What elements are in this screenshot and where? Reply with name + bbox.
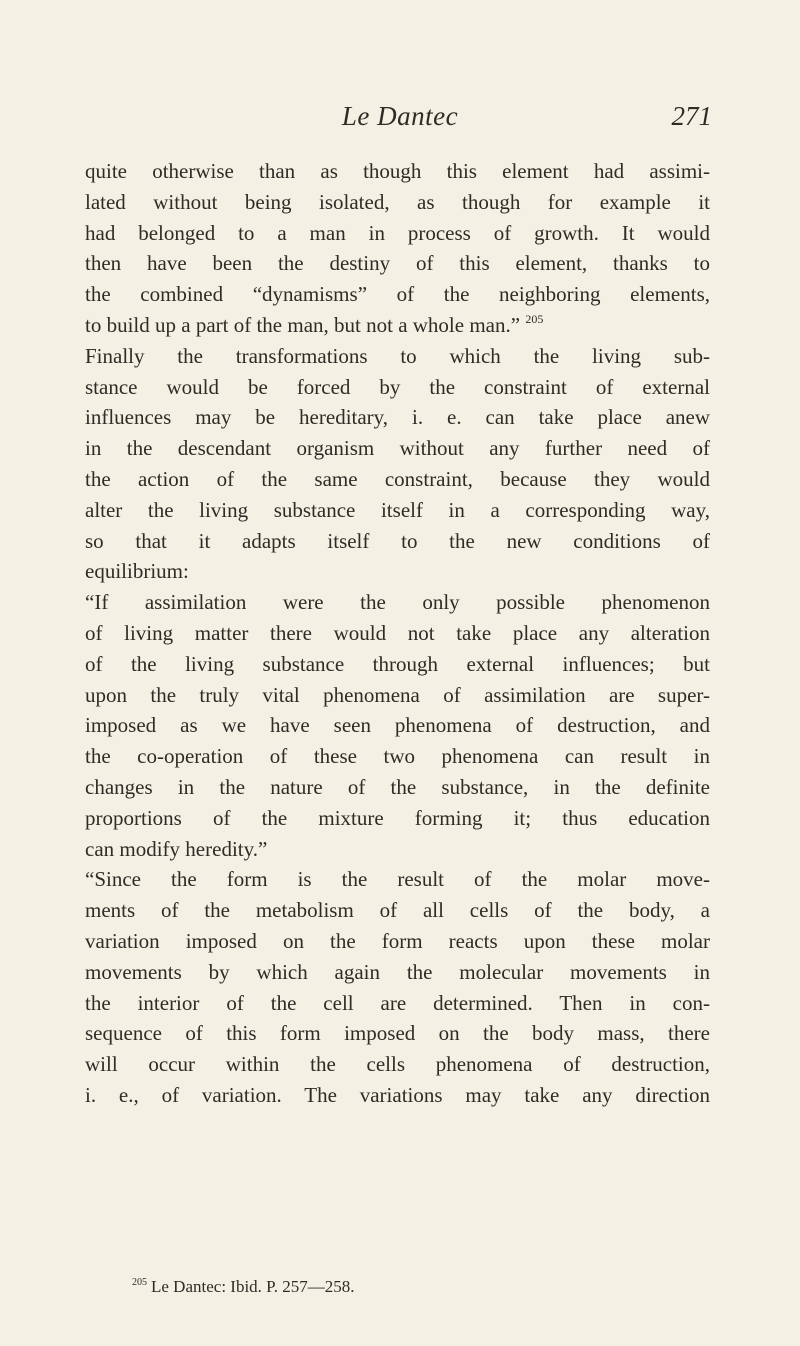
text-line-11: the action of the same constraint, because they would bbox=[85, 466, 710, 491]
text-line-1: quite otherwise than as though this element had assimi- bbox=[85, 159, 710, 183]
text-line-13: so that it adapts itself to the new conditions of bbox=[85, 528, 710, 553]
text-line-2: lated without being isolated, as though for example it bbox=[85, 189, 710, 214]
text-line-25: ments of the metabolism of all cells of the body, a bbox=[85, 898, 710, 923]
footnote-reference: 205 bbox=[525, 311, 544, 326]
text-line-16: of living matter there would not take place any alteration bbox=[85, 620, 710, 645]
text-line-3: had belonged to a man in process of growth. It would bbox=[85, 220, 710, 245]
text-line-31: i. e., of variation. The variations may take any direction bbox=[85, 1082, 710, 1107]
running-head bbox=[0, 96, 800, 136]
text-line-4: then have been the destiny of this element, thanks to bbox=[85, 251, 710, 276]
text-line-10: in the descendant organism without any further need of bbox=[85, 436, 710, 461]
text-line-6-content: to build up a part of the man, but not a whole man.” bbox=[85, 312, 521, 337]
text-line-23: can modify heredity.” bbox=[85, 836, 268, 861]
text-line-8: stance would be forced by the constraint of external bbox=[85, 374, 710, 399]
text-line-5: the combined “dynamisms” of the neighboring elements, bbox=[85, 282, 710, 307]
text-line-21: changes in the nature of the substance, in the definite bbox=[85, 774, 710, 799]
text-line-20: the co-operation of these two phenomena can result in bbox=[85, 744, 710, 769]
text-line-24: “Since the form is the result of the molar move- bbox=[85, 867, 710, 892]
text-line-19: imposed as we have seen phenomena of destruction, and bbox=[85, 713, 710, 738]
text-line-22: proportions of the mixture forming it; thus education bbox=[85, 805, 710, 830]
text-line-9: influences may be hereditary, i. e. can take place anew bbox=[85, 405, 710, 430]
text-line-14: equilibrium: bbox=[85, 559, 189, 584]
text-line-7: Finally the transformations to which the living sub- bbox=[85, 343, 710, 368]
running-title: Le Dantec bbox=[341, 101, 459, 131]
body-text bbox=[85, 156, 710, 1111]
footnote bbox=[132, 1275, 692, 1299]
footnote-text: Le Dantec: Ibid. P. 257—258. bbox=[151, 1277, 355, 1296]
text-line-26: variation imposed on the form reacts upon these molar bbox=[85, 928, 710, 953]
text-line-18: upon the truly vital phenomena of assimilation are super- bbox=[85, 682, 710, 707]
text-line-29: sequence of this form imposed on the body mass, there bbox=[85, 1021, 710, 1046]
page-number: 271 bbox=[671, 101, 712, 131]
text-line-17: of the living substance through external influences; but bbox=[85, 651, 710, 676]
text-line-30: will occur within the cells phenomena of destruction, bbox=[85, 1052, 710, 1077]
text-line-12: alter the living substance itself in a corresponding way, bbox=[85, 497, 710, 522]
text-line-6 bbox=[85, 310, 710, 341]
footnote-mark: 205 bbox=[132, 1277, 147, 1288]
text-line-15: “If assimilation were the only possible phenomenon bbox=[85, 590, 710, 615]
text-line-27: movements by which again the molecular movements in bbox=[85, 959, 710, 984]
text-line-28: the interior of the cell are determined. Then in con- bbox=[85, 990, 710, 1015]
